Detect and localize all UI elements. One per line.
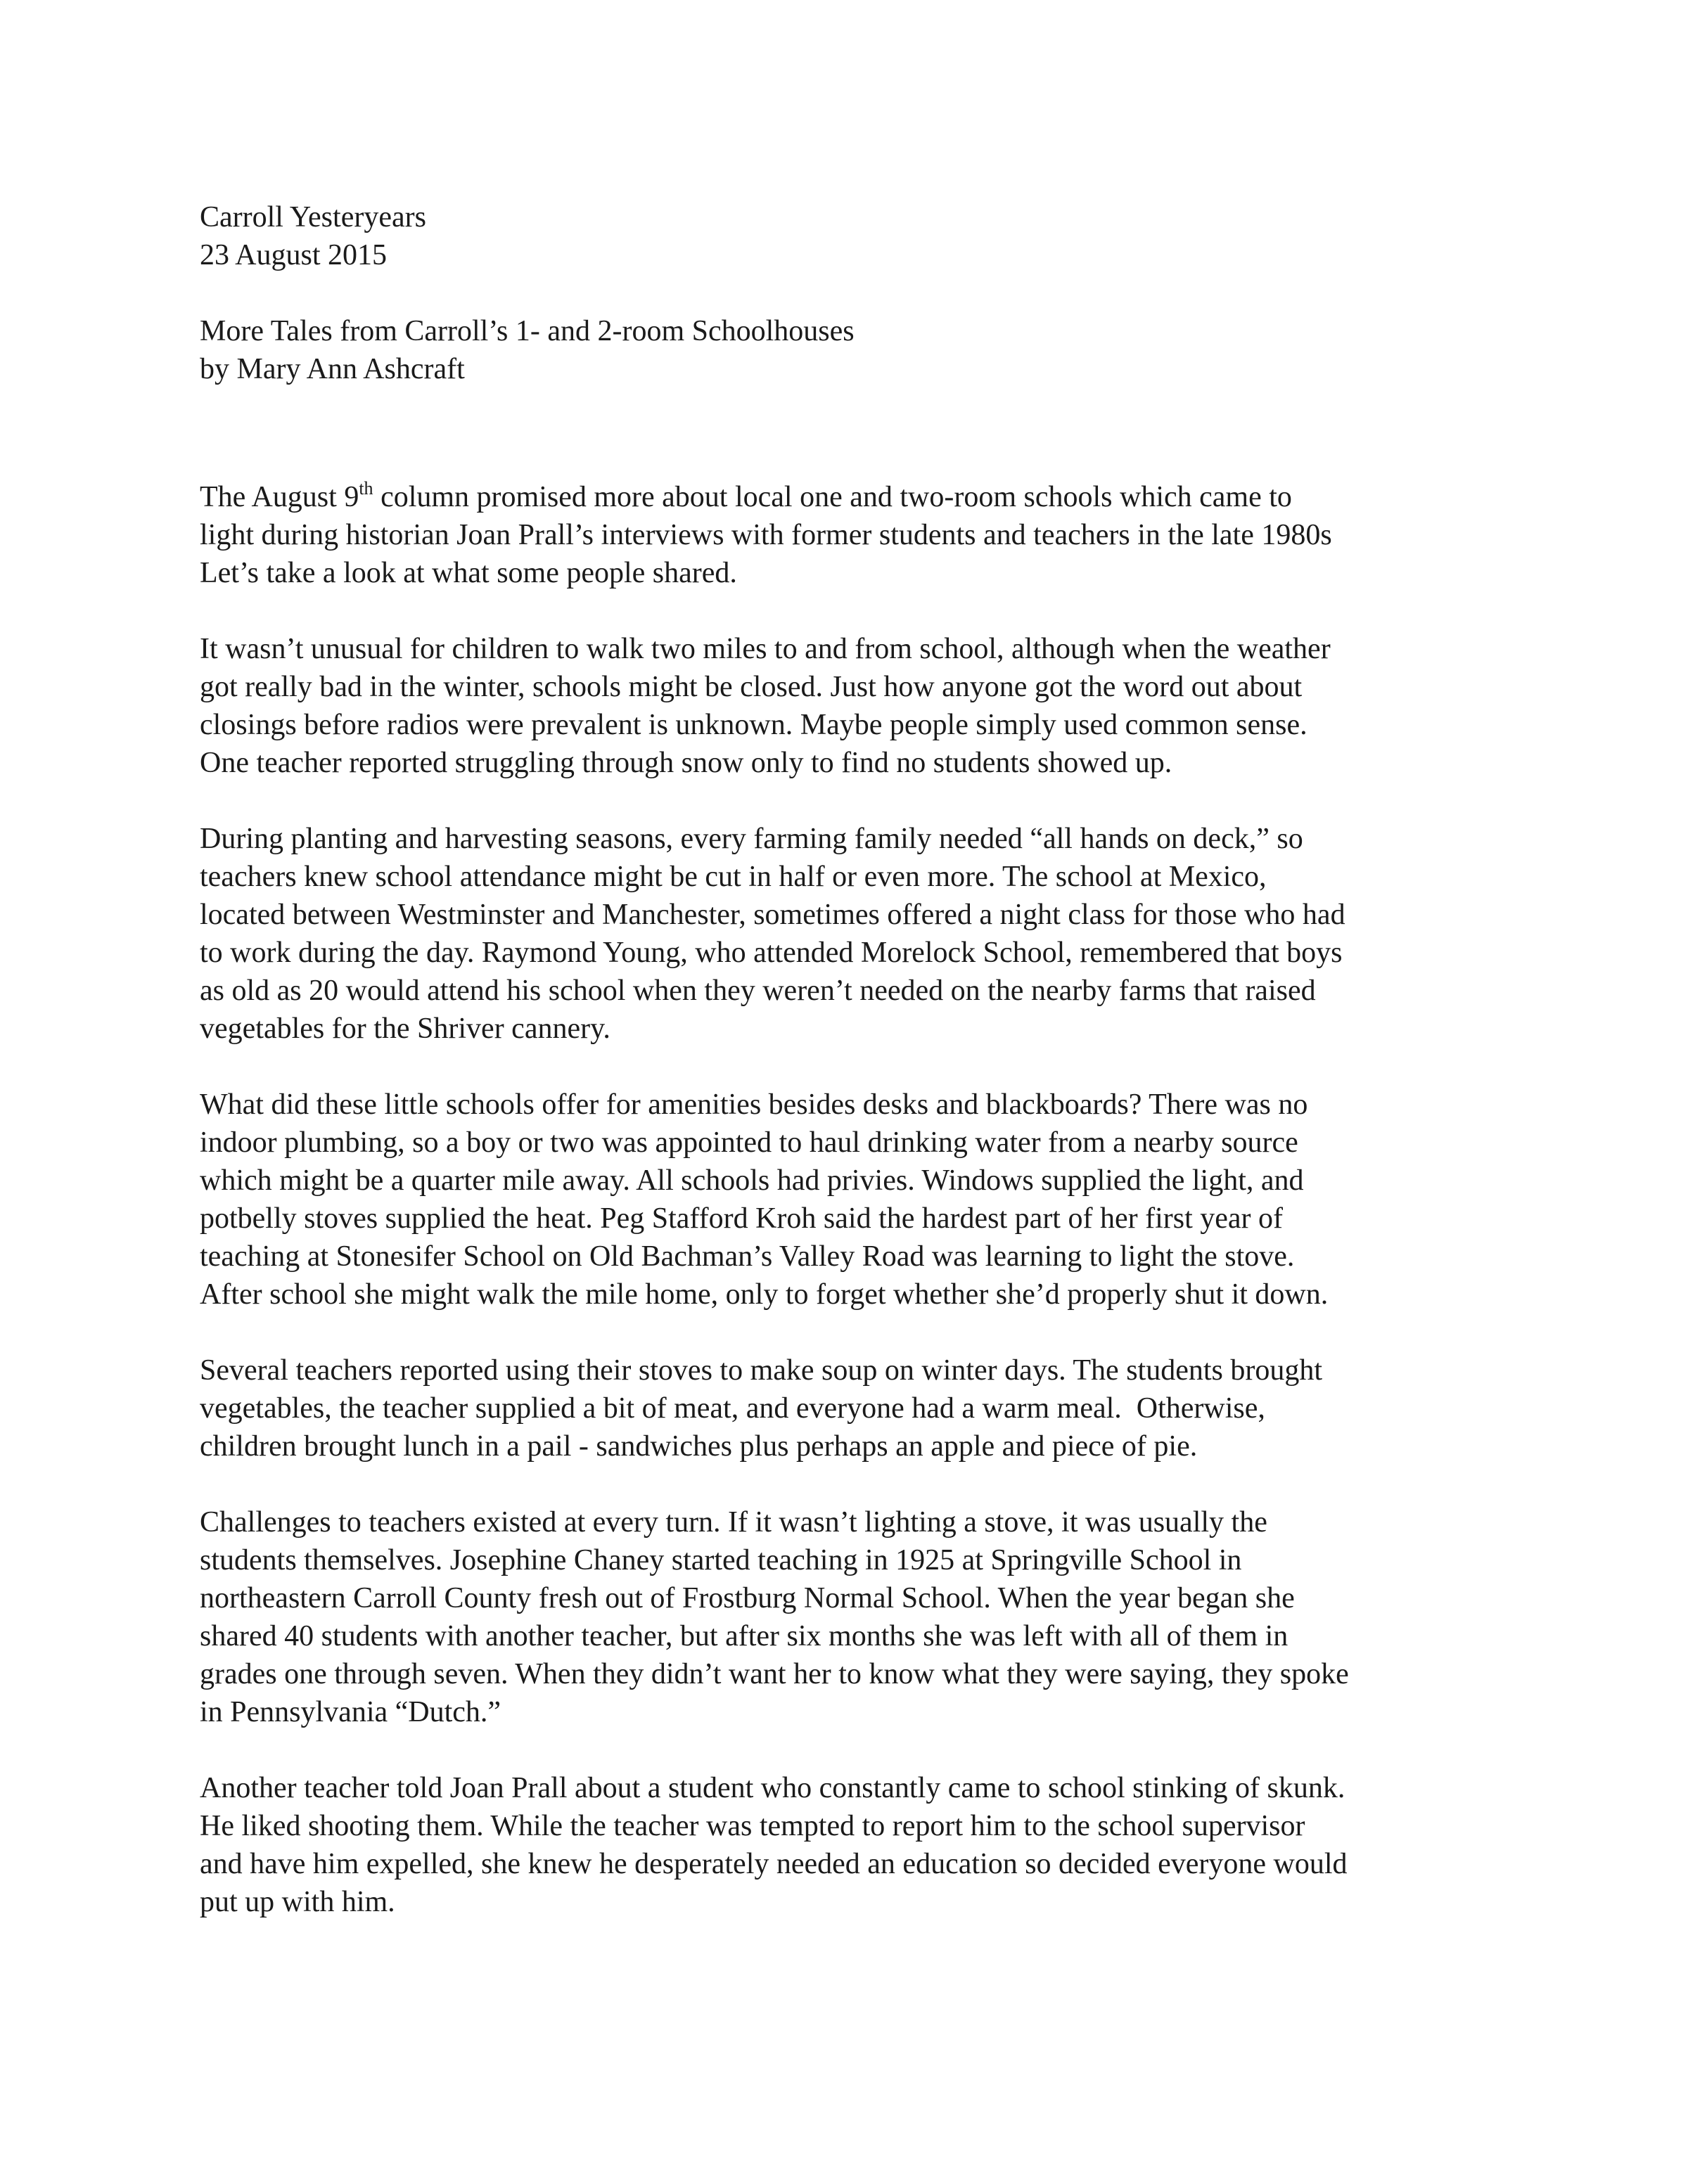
paragraph <box>200 1351 1522 1465</box>
paragraph <box>200 478 1522 592</box>
paragraph-line: and have him expelled, she knew he desperately needed an education so decided everyone would <box>200 1848 1348 1880</box>
paragraph-line: Several teachers reported using their stoves to make soup on winter days. The students brought <box>200 1354 1323 1387</box>
paragraph-line: got really bad in the winter, schools might be closed. Just how anyone got the word out about <box>200 671 1303 703</box>
paragraph-line: light during historian Joan Prall’s interviews with former students and teachers in the late 1980s <box>200 519 1332 551</box>
paragraph-line <box>200 478 1522 516</box>
paragraph-line: It wasn’t unusual for children to walk two miles to and from school, although when the weather <box>200 633 1331 665</box>
paragraph-line: indoor plumbing, so a boy or two was appointed to haul drinking water from a nearby source <box>200 1126 1298 1159</box>
paragraph-line: students themselves. Josephine Chaney started teaching in 1925 at Springville School in <box>200 1544 1242 1576</box>
paragraph-line: put up with him. <box>200 1886 395 1918</box>
paragraph-line: children brought lunch in a pail - sandwiches plus perhaps an apple and piece of pie. <box>200 1430 1198 1463</box>
paragraph-line: which might be a quarter mile away. All schools had privies. Windows supplied the light, and <box>200 1164 1304 1197</box>
paragraph-line: to work during the day. Raymond Young, who attended Morelock School, remembered that boys <box>200 937 1343 969</box>
document-page <box>200 198 1522 1959</box>
publication-date: 23 August 2015 <box>200 239 388 271</box>
paragraph-line: northeastern Carroll County fresh out of Frostburg Normal School. When the year began she <box>200 1582 1295 1614</box>
paragraph-line: Challenges to teachers existed at every turn. If it wasn’t lighting a stove, it was usually the <box>200 1506 1267 1539</box>
article-heading <box>200 312 1522 388</box>
document-header <box>200 198 1522 274</box>
paragraph-line: located between Westminster and Manchester, sometimes offered a night class for those who had <box>200 899 1345 931</box>
paragraph <box>200 1769 1522 1921</box>
paragraph <box>200 1503 1522 1731</box>
paragraph <box>200 630 1522 782</box>
paragraph-line: in Pennsylvania “Dutch.” <box>200 1696 501 1728</box>
paragraph-line: as old as 20 would attend his school when they weren’t needed on the nearby farms that raised <box>200 975 1316 1007</box>
paragraph-line: Let’s take a look at what some people shared. <box>200 557 737 589</box>
paragraph-line: vegetables for the Shriver cannery. <box>200 1013 610 1045</box>
paragraph-line: potbelly stoves supplied the heat. Peg Stafford Kroh said the hardest part of her first year of <box>200 1202 1283 1235</box>
article-title: More Tales from Carroll’s 1- and 2-room Schoolhouses <box>200 315 855 347</box>
paragraph-line: He liked shooting them. While the teacher was tempted to report him to the school supervisor <box>200 1810 1305 1842</box>
paragraph-line: What did these little schools offer for amenities besides desks and blackboards? There was no <box>200 1088 1308 1121</box>
article-byline: by Mary Ann Ashcraft <box>200 353 465 385</box>
paragraph-line: vegetables, the teacher supplied a bit of meat, and everyone had a warm meal. Otherwise, <box>200 1392 1265 1425</box>
publication-name: Carroll Yesteryears <box>200 201 426 233</box>
paragraph-line: One teacher reported struggling through snow only to find no students showed up. <box>200 747 1172 779</box>
paragraph-line: shared 40 students with another teacher, but after six months she was left with all of them in <box>200 1620 1289 1652</box>
paragraph-line: After school she might walk the mile home, only to forget whether she’d properly shut it down. <box>200 1278 1329 1311</box>
article-body <box>200 478 1522 1921</box>
paragraph-line: teaching at Stonesifer School on Old Bachman’s Valley Road was learning to light the stove. <box>200 1240 1295 1273</box>
paragraph <box>200 1086 1522 1313</box>
ordinal-suffix: th <box>359 478 373 499</box>
paragraph-line: closings before radios were prevalent is unknown. Maybe people simply used common sense. <box>200 709 1307 741</box>
paragraph-line: teachers knew school attendance might be cut in half or even more. The school at Mexico, <box>200 861 1267 893</box>
paragraph <box>200 820 1522 1048</box>
line-text: column promised more about local one and two-room schools which came to <box>381 481 1292 513</box>
lead-text: The August 9 <box>200 481 359 513</box>
paragraph-line: grades one through seven. When they didn’t want her to know what they were saying, they spoke <box>200 1658 1349 1690</box>
paragraph-line: During planting and harvesting seasons, every farming family needed “all hands on deck,” so <box>200 823 1303 855</box>
paragraph-line: Another teacher told Joan Prall about a student who constantly came to school stinking of skunk. <box>200 1772 1345 1804</box>
